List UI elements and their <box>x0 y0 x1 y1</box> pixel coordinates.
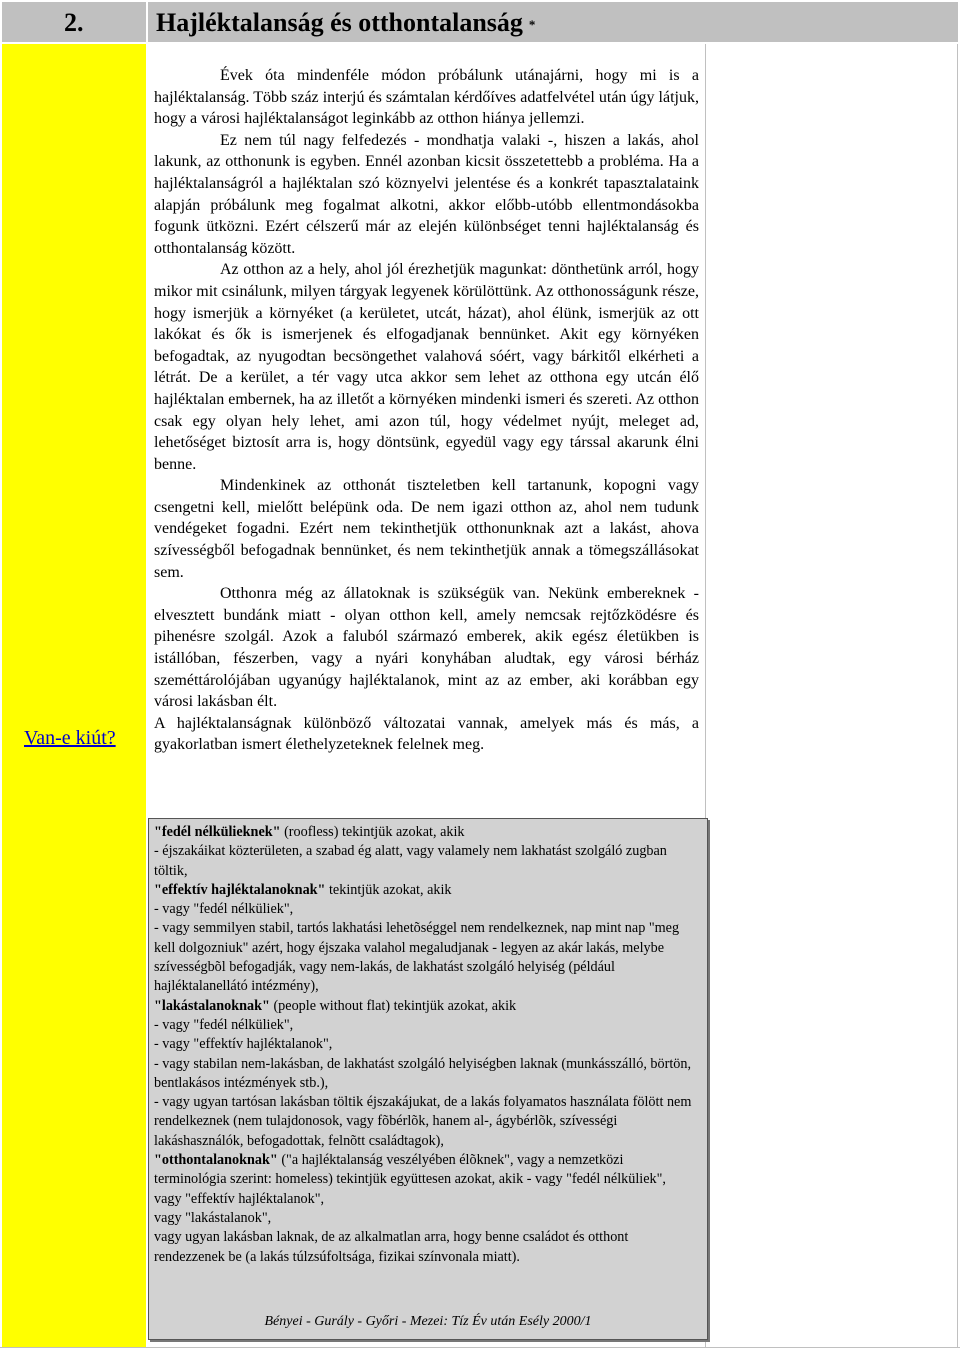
definition-item: - vagy semmilyen stabil, tartós lakhatási lehetõséggel nem rendelkeznek, nap mint nap "meg kell dolgozniuk" azért, hogy éjszaka valahol megaludjanak - legyen az akár lakás, melybe szívességbõl befogadják, vagy nem-lakás, de lakhatást szolgáló helyiség (például hajléktalanellátó intézmény), <box>154 920 680 995</box>
definition-item: vagy ugyan lakásban laknak, de az alkalmatlan arra, hogy benne családot és otthont rendezzenek be (a lakás túlzsúfoltsága, fizikai színvonala miatt). <box>154 1229 629 1265</box>
term-effective: "effektív hajléktalanoknak" <box>154 881 326 898</box>
definition-text: (people without flat) tekintjük azokat, akik <box>269 997 517 1014</box>
source-credit: Bényei - Gurály - Győri - Mezei: Tíz Év után Esély 2000/1 <box>264 1314 592 1329</box>
term-homeless: "otthontalanoknak" <box>154 1152 278 1169</box>
definition-item: vagy "effektív hajléktalanok", <box>154 1190 325 1207</box>
paragraph: Mindenkinek az otthonát tiszteletben kell tartanunk, kopogni vagy csengetni kell, mielőtt belépünk oda. De nem igazi otthon az, ahol nem tudunk vendégeket fogadni. Ezért nem tekinthetjük otthonunknak azt a lakást, ahova szívességből befogadnak bennünket, és nem tekinthetjük annak a tömegszállásokat sem. <box>154 477 699 581</box>
article-body <box>154 65 699 756</box>
section-number: 2. <box>64 8 84 37</box>
definition-roofless <box>154 823 699 842</box>
section-title-text: Hajléktalanság és otthontalanság <box>156 8 523 37</box>
definition-text: (roofless) tekintjük azokat, akik <box>280 824 465 840</box>
definition-item: - vagy "fedél nélküliek", <box>154 901 294 918</box>
footnote-mark[interactable]: * <box>528 17 536 32</box>
van-e-kiut-link[interactable]: Van-e kiút? <box>24 727 116 749</box>
definition-item: - vagy "effektív hajléktalanok", <box>154 1036 333 1053</box>
term-flatless: "lakástalanoknak" <box>154 997 270 1014</box>
paragraph: Otthonra még az állatoknak is szükségük van. Nekünk embereknek - elvesztett bundánk miatt - olyan otthon kell, amely nemcsak rejtőzködésre és pihenésre szolgál. Azok a faluból származó emberek, akik egész életükben is istállóban, fészerben, vagy a nyári konyhában aludtak, egy városi bérház szeméttárolójában ugyanúgy hajléktalanok, mint az az ember, aki korábban egy városi lakásban élt. <box>154 585 699 711</box>
section-number-cell <box>2 2 146 42</box>
section-title <box>156 8 535 38</box>
term-roofless: "fedél nélkülieknek" <box>154 824 281 840</box>
definition-item: - éjszakáikat közterületen, a szabad ég alatt, vagy valamely nem lakhatást szolgáló zugban töltik, <box>154 843 667 879</box>
definition-item: - vagy ugyan tartósan lakásban töltik éjszakájukat, de a lakás folyamatos használata fölött nem rendelkeznek (nem tulajdonosok, vagy fõbérlõk, hanem al-, ágybérlõk, szívességi lakáshasználók, befogadottak, felnõtt családtagok), <box>154 1094 692 1149</box>
paragraph: Ez nem túl nagy felfedezés - mondhatja valaki -, hiszen a lakás, ahol lakunk, az otthonunk is egyben. Ennél azonban kicsit összetettebb a probléma. Ha a hajléktalanságról a hajléktalan szó köznyelvi jelentése és a konkrét tapasztalataink alapján próbálunk meg fogalmat alkotni, akkor előbb-utóbb ellentmondásokba fogunk ütközni. Ezért célszerű már az elején különbséget tenni hajléktalanság és otthontalanság között. <box>154 131 699 257</box>
section-title-cell <box>148 2 958 42</box>
definition-text: ("a hajléktalanság veszélyében élõknek", vagy a nemzetközi terminológia szerint: homeless) tekintjük együttesen azokat, akik - vagy "fedél nélküliek", <box>154 1152 666 1188</box>
sidebar <box>2 44 146 1347</box>
definitions-text <box>154 823 699 1267</box>
definition-item: - vagy stabilan nem-lakásban, de lakhatást szolgáló helyiségben laknak (munkásszálló, börtön, bentlakásos intézmények stb.), <box>154 1055 691 1091</box>
table-bottom-border <box>0 1347 960 1348</box>
definition-item: - vagy "fedél nélküliek", <box>154 1016 294 1033</box>
definition-item: vagy "lakástalanok", <box>154 1209 272 1226</box>
definitions-box <box>148 818 708 1340</box>
paragraph: Az otthon az a hely, ahol jól érezhetjük magunkat: dönthetünk arról, hogy mikor mit csinálunk, milyen tárgyak legyenek körülöttünk. Az otthonosságunk része, hogy ismerjük a környéket (a kerületet, utcát, házat), ahol élünk, ismerjük az ott lakókat és ők is ismerjenek és elfogadjanak bennünket. Akit egy környéken befogadtak, az nyugodtan becsöngethet valahová sóért, vagy bárkitől elkérheti a létrát. De a kerület, a tér vagy utca akkor sem lehet az otthona egy utcán élő hajléktalan embernek, ha az illetőt a környéken mindenki ismeri és szereti. Az otthon csak egy olyan hely lehet, ami azon túl, hogy védelmet nyújt, meleget ad, lehetőséget biztosít arra is, hogy döntsünk, egyedül vagy egy társsal akarunk élni benne. <box>154 261 699 473</box>
paragraph: A hajléktalanságnak különböző változatai vannak, amelyek más és más, a gyakorlatban ismert élethelyzeteknek felelnek meg. <box>154 714 699 754</box>
paragraph: Évek óta mindenféle módon próbálunk utánajárni, hogy mi is a hajléktalanság. Több száz interjú és számtalan kérdőíves adatfelvétel után úgy látjuk, hogy a városi hajléktalanságot leginkább az otthon hiánya jellemzi. <box>154 67 699 128</box>
definition-text: tekintjük azokat, akik <box>325 881 452 898</box>
definition-homeless <box>154 1151 699 1190</box>
definition-flatless <box>154 997 699 1016</box>
right-empty-column <box>706 44 958 1347</box>
definition-effective <box>154 881 699 900</box>
